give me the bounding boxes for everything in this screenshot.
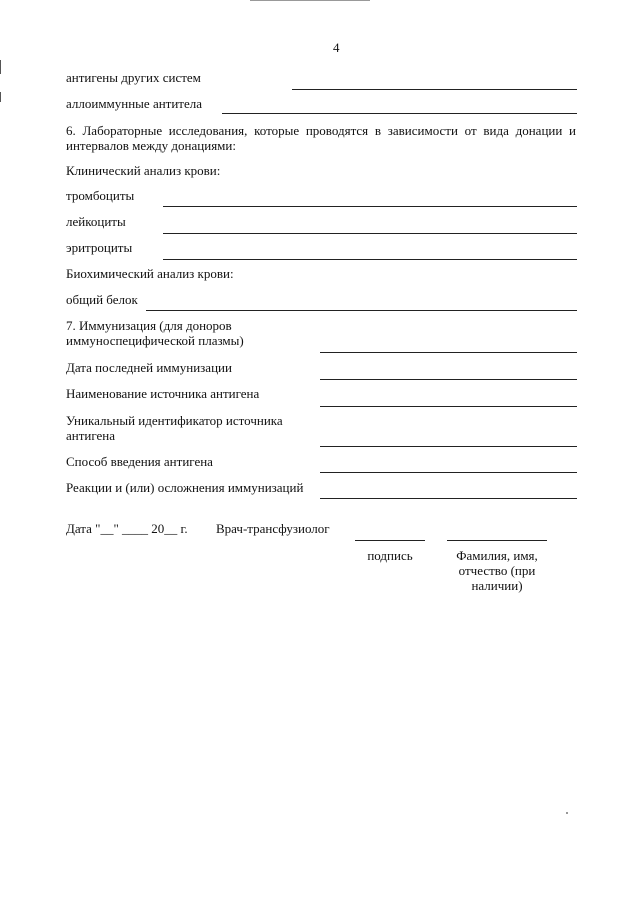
other-antigens-field[interactable] <box>292 89 577 90</box>
antigen-id-field[interactable] <box>320 446 577 447</box>
doctor-role: Врач-трансфузиолог <box>216 521 330 536</box>
biochem-label: Биохимический анализ крови: <box>66 266 234 281</box>
alloimmune-label: аллоиммунные антитела <box>66 96 203 111</box>
other-antigens-label: антигены других систем <box>66 70 201 85</box>
reactions-label: Реакции и (или) осложнения иммунизаций <box>66 480 304 495</box>
alloimmune-field[interactable] <box>222 113 577 114</box>
antigen-id-label: Уникальный идентификатор источника антигена <box>66 413 283 443</box>
page-number: 4 <box>333 40 340 55</box>
date-field[interactable]: Дата "__" ____ 20__ г. <box>66 521 188 536</box>
last-immunization-field[interactable] <box>320 379 577 380</box>
last-immunization-label: Дата последней иммунизации <box>66 360 232 375</box>
leukocytes-field[interactable] <box>163 233 577 234</box>
name-caption: Фамилия, имя, отчество (при наличии) <box>456 548 538 593</box>
section7-field[interactable] <box>320 352 577 353</box>
signature-caption: подпись <box>367 548 413 563</box>
total-protein-field[interactable] <box>146 310 577 311</box>
name-line[interactable] <box>447 540 547 541</box>
reactions-field[interactable] <box>320 498 577 499</box>
scan-speck <box>566 812 568 814</box>
leukocytes-label: лейкоциты <box>66 214 126 229</box>
scan-edge-top <box>250 0 370 1</box>
signature-line[interactable] <box>355 540 425 541</box>
antigen-source-field[interactable] <box>320 406 577 407</box>
scan-edge-left <box>0 92 1 102</box>
erythrocytes-label: эритроциты <box>66 240 133 255</box>
admin-method-field[interactable] <box>320 472 577 473</box>
scan-edge-left <box>0 60 1 74</box>
erythrocytes-field[interactable] <box>163 259 577 260</box>
admin-method-label: Способ введения антигена <box>66 454 213 469</box>
platelets-label: тромбоциты <box>66 188 135 203</box>
antigen-source-label: Наименование источника антигена <box>66 386 260 401</box>
clinical-label: Клинический анализ крови: <box>66 163 221 178</box>
total-protein-label: общий белок <box>66 292 138 307</box>
platelets-field[interactable] <box>163 206 577 207</box>
section6-title: 6. Лабораторные исследования, которые проводятся в зависимости от вида донации и интервалов между донациями: <box>66 123 576 153</box>
section7-title: 7. Иммунизация (для доноров иммуноспецифической плазмы) <box>66 318 244 348</box>
